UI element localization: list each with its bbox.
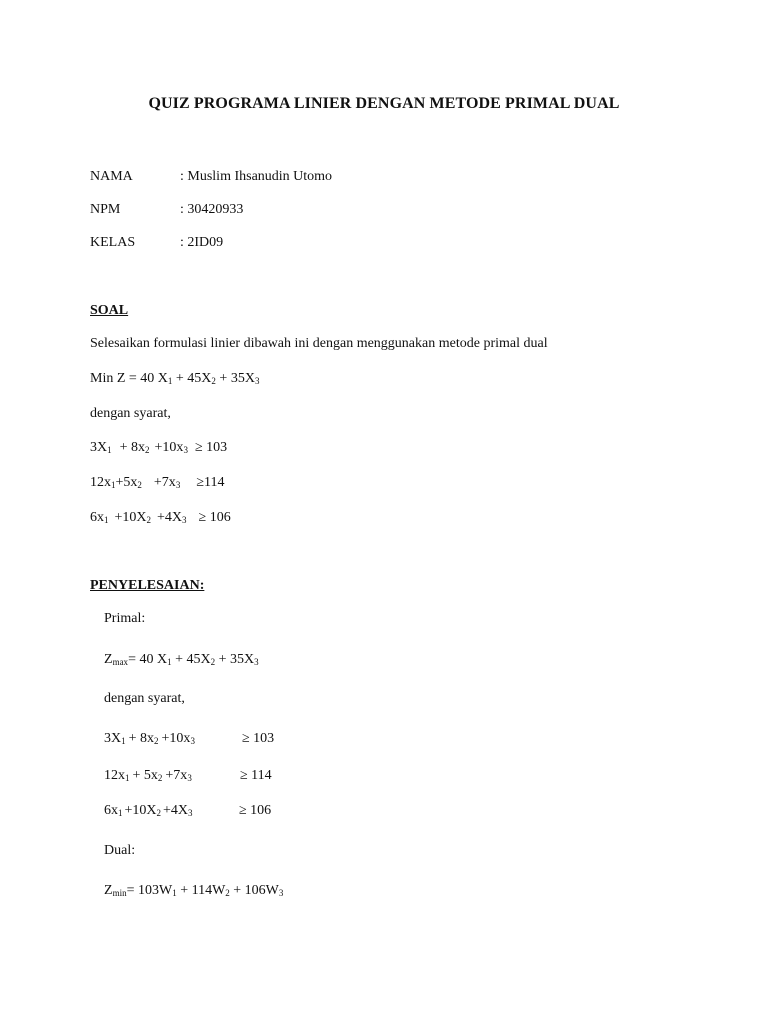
constraint-term: + 8x [128,731,155,746]
subscript: min [112,888,127,898]
info-label-npm: NPM [90,202,121,217]
subscript: 3 [278,888,284,898]
constraint-term: 6x [104,803,118,818]
info-value-nama: : Muslim Ihsanudin Utomo [180,169,333,184]
subscript: 3 [190,736,195,746]
constraint-term: + 8x [119,440,146,455]
subscript: 3 [175,480,181,490]
info-label-kelas: KELAS [90,235,136,250]
subscript: 1 [121,736,126,746]
penyelesaian-heading: PENYELESAIAN: [90,578,205,593]
soal-subject-to: dengan syarat, [90,406,171,421]
info-row-kelas [0,236,768,252]
constraint-rhs: ≥ 106 [239,803,272,818]
constraint-rhs: ≥ 106 [198,510,231,525]
info-row-nama [0,170,768,186]
objective-z: Z [104,883,113,898]
objective-term-2: + 45X [175,371,212,386]
subscript: 2 [146,515,152,525]
constraint-term: +7x [153,475,176,490]
objective-prefix: = 40 X [128,652,168,667]
subscript: 3 [188,808,193,818]
subscript: 1 [107,445,112,455]
subscript: 2 [211,376,216,386]
soal-constraint-2 [90,476,224,490]
info-value-kelas: : 2ID09 [180,235,224,250]
subscript: 2 [225,888,230,898]
subscript: 3 [187,773,192,783]
constraint-term: +4X [157,510,183,525]
constraint-rhs: ≥114 [196,475,225,490]
subscript: 2 [154,736,159,746]
constraint-term: 12x [104,768,125,783]
subscript: max [112,657,129,667]
constraint-term: 6x [90,510,104,525]
constraint-rhs: ≥ 103 [242,731,275,746]
soal-constraint-1 [90,441,227,455]
subscript: 2 [137,480,142,490]
constraint-term: 12x [90,475,111,490]
subscript: 1 [118,808,123,818]
subscript: 3 [183,445,188,455]
constraint-term: 3X [104,731,122,746]
constraint-term: +4X [163,803,189,818]
subscript: 2 [156,808,162,818]
primal-label: Primal: [104,611,146,626]
constraint-term: +10x [161,731,191,746]
constraint-term: +10X [114,510,147,525]
objective-term-2: + 114W [180,883,226,898]
objective-term-3: + 35X [218,652,255,667]
objective-term-2: + 45X [175,652,211,667]
constraint-term: + 5x [132,768,158,783]
primal-objective [104,653,259,667]
primal-constraint-3 [104,803,272,818]
soal-constraint-3 [90,511,231,525]
soal-heading: SOAL [90,303,129,318]
subscript: 3 [254,657,259,667]
objective-term-3: + 106W [233,883,279,898]
document-title: QUIZ PROGRAMA LINIER DENGAN METODE PRIMAL DUAL [148,95,620,112]
constraint-term: +10X [124,803,157,818]
subscript: 2 [157,773,163,783]
constraint-term: +7x [165,768,188,783]
constraint-term: +10x [154,440,184,455]
objective-term-3: + 35X [219,371,255,386]
info-row-npm [0,203,768,219]
subscript: 2 [145,445,150,455]
primal-constraint-2 [104,768,272,783]
subscript: 2 [210,657,216,667]
constraint-term: 3X [90,440,108,455]
objective-prefix: Min Z = 40 X [90,371,168,386]
subscript: 3 [182,515,187,525]
soal-instruction: Selesaikan formulasi linier dibawah ini dengan menggunakan metode primal dual [90,336,548,351]
subscript: 1 [104,515,109,525]
primal-constraint-1 [104,731,275,746]
subscript: 1 [167,657,172,667]
objective-prefix: = 103W [126,883,173,898]
subscript: 1 [172,888,177,898]
subscript: 1 [125,773,130,783]
subscript: 3 [254,376,260,386]
info-label-nama: NAMA [90,169,133,184]
constraint-term: +5x [115,475,138,490]
constraint-rhs: ≥ 103 [194,440,228,455]
objective-z: Z [104,652,113,667]
dual-label: Dual: [104,843,136,858]
soal-objective [90,372,259,386]
primal-subject-to: dengan syarat, [104,691,185,706]
subscript: 1 [167,376,173,386]
constraint-rhs: ≥ 114 [240,768,272,783]
dual-objective [104,884,283,898]
subscript: 1 [111,480,116,490]
info-value-npm: : 30420933 [180,202,244,217]
